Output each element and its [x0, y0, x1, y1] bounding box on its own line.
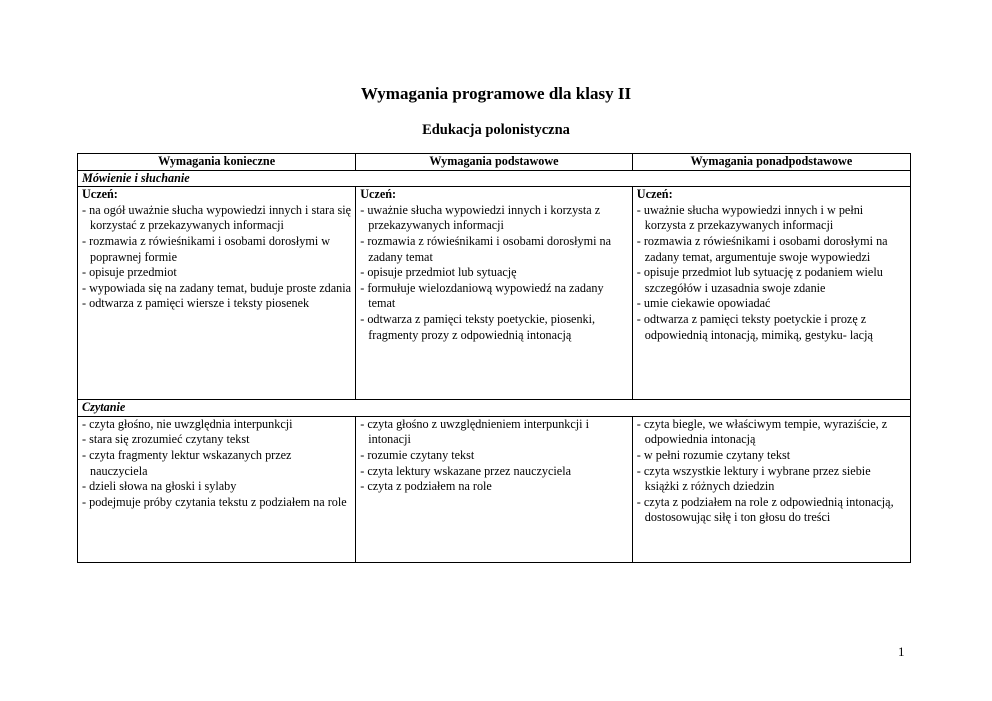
table-cell — [632, 187, 910, 400]
list-item: - czyta głośno z uwzględnieniem interpunkcji i intonacji — [360, 417, 628, 448]
table-header-row — [78, 154, 911, 171]
requirement-list — [82, 417, 351, 511]
requirement-list — [360, 203, 628, 343]
list-item: - rozmawia z rówieśnikami i osobami dorosłymi na zadany temat — [360, 234, 628, 265]
page-title: Wymagania programowe dla klasy II — [360, 84, 632, 103]
cell-heading: Uczeń: — [82, 187, 118, 202]
table-row — [78, 187, 911, 400]
list-item: - czyta biegle, we właściwym tempie, wyraziście, z odpowiednia intonacją — [637, 417, 906, 448]
cell-heading: Uczeń: — [360, 187, 397, 202]
list-item: - czyta fragmenty lektur wskazanych przez nauczyciela — [82, 448, 351, 479]
list-item: - podejmuje próby czytania tekstu z podziałem na role — [82, 495, 351, 511]
requirement-list — [360, 417, 628, 495]
list-item: - opisuje przedmiot lub sytuację z podaniem wielu szczegółów i uzasadnia swoje zdanie — [637, 265, 906, 296]
requirement-list — [637, 203, 906, 343]
table-cell — [632, 416, 910, 562]
list-item: - uważnie słucha wypowiedzi innych i w pełni korzysta z przekazywanych informacji — [637, 203, 906, 234]
page-subtitle: Edukacja polonistyczna — [422, 122, 570, 138]
list-item: - formułuje wielozdaniową wypowiedź na zadany temat — [360, 281, 628, 312]
list-item: - czyta wszystkie lektury i wybrane przez siebie książki z różnych dziedzin — [637, 464, 906, 495]
section-title: Czytanie — [78, 400, 911, 417]
table-cell — [78, 416, 356, 562]
table-cell — [356, 416, 633, 562]
list-item: - odtwarza z pamięci wiersze i teksty piosenek — [82, 296, 351, 312]
cell-heading: Uczeń: — [636, 187, 673, 202]
list-item: - rozmawia z rówieśnikami i osobami dorosłymi w poprawnej formie — [82, 234, 351, 265]
list-item: - czyta z podziałem na role — [360, 479, 628, 495]
list-item: - rozmawia z rówieśnikami i osobami dorosłymi na zadany temat, argumentuje swoje wypowiedzi — [637, 234, 906, 265]
column-header: Wymagania podstawowe — [356, 154, 633, 171]
table-cell — [356, 187, 633, 400]
list-item: - opisuje przedmiot — [82, 265, 351, 281]
list-item: - uważnie słucha wypowiedzi innych i korzysta z przekazywanych informacji — [360, 203, 628, 234]
requirement-list — [637, 417, 906, 526]
section-row — [78, 170, 911, 187]
list-item: - odtwarza z pamięci teksty poetyckie i prozę z odpowiednią intonacją, mimiką, gestyku- lacją — [637, 312, 906, 343]
table-row — [78, 416, 911, 562]
table-cell — [78, 187, 356, 400]
page-number: 1 — [898, 644, 905, 659]
list-item: - odtwarza z pamięci teksty poetyckie, piosenki, fragmenty prozy z odpowiednią intonacją — [360, 312, 628, 343]
requirement-list — [82, 203, 351, 312]
list-item: - wypowiada się na zadany temat, buduje proste zdania — [82, 281, 351, 297]
list-item: - czyta lektury wskazane przez nauczyciela — [360, 464, 628, 480]
section-title: Mówienie i słuchanie — [78, 170, 911, 187]
section-row — [78, 400, 911, 417]
list-item: - rozumie czytany tekst — [360, 448, 628, 464]
list-item: - na ogół uważnie słucha wypowiedzi innych i stara się korzystać z przekazywanych informacji — [82, 203, 351, 234]
column-header: Wymagania ponadpodstawowe — [632, 154, 910, 171]
requirements-table — [77, 153, 911, 563]
list-item: - czyta z podziałem na role z odpowiednią intonacją, dostosowując siłę i ton głosu do treści — [637, 495, 906, 526]
list-item: - dzieli słowa na głoski i sylaby — [82, 479, 351, 495]
column-header: Wymagania konieczne — [78, 154, 356, 171]
list-item: - czyta głośno, nie uwzględnia interpunkcji — [82, 417, 351, 433]
list-item: - umie ciekawie opowiadać — [637, 296, 906, 312]
list-item: - stara się zrozumieć czytany tekst — [82, 432, 351, 448]
list-item: - opisuje przedmiot lub sytuację — [360, 265, 628, 281]
list-item: - w pełni rozumie czytany tekst — [637, 448, 906, 464]
